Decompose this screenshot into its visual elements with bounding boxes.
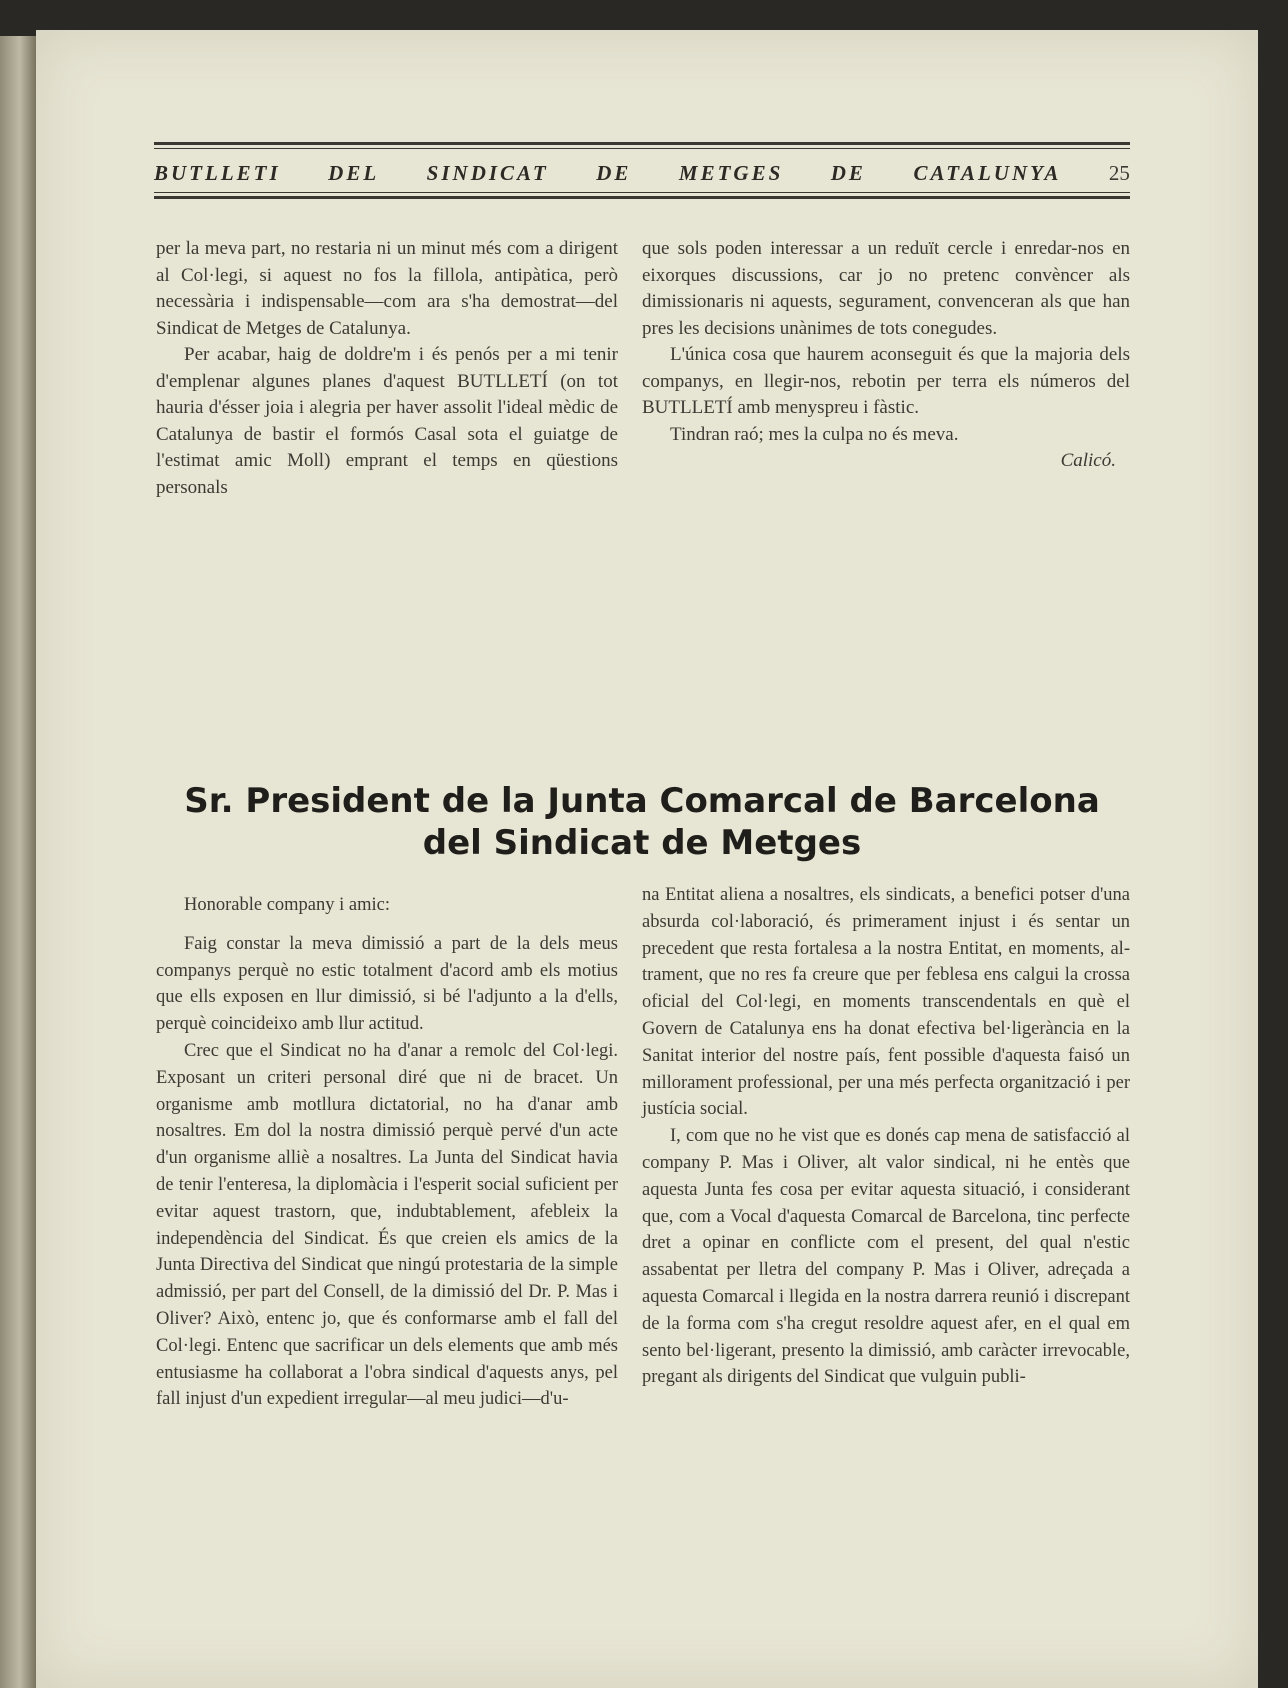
signature: Calicó. [1060,450,1116,471]
header-word: DE [830,160,866,185]
page-number: 25 [1108,160,1130,185]
header-rule-top [154,142,1130,145]
letter-right-column [642,882,1130,1391]
paragraph: per la meva part, no restaria ni un minut més com a dirigent al Col·legi, si aquest no fos la fillola, antipàtica, però necessària i indispensable—com ara s'ha demostrat—del Sindicat de Metges de Catalunya. [156,238,618,339]
top-article-left-column [156,236,618,501]
paragraph: que sols poden interessar a un reduït cercle i enredar-nos en eixorques discussions, car jo no pretenc convèncer als dimissionaris ni aquests, segurament, convenceran als que han pres les decisions unànimes de tots conegudes. [642,238,1130,339]
article-title-line: Sr. President de la Junta Comarcal de Barcelona [184,781,1100,821]
header-word: DEL [328,160,380,185]
header-word: BUTLLETI [154,160,281,185]
paragraph: na Entitat aliena a nosaltres, els sindicats, a benefici potser d'una absurda col·laboració, és primerament injust i és sentar un precedent que resta fortalesa a la nostra Entitat, en moments, altrament, que no res fa creure que per feblesa ens calgui la crossa oficial del Col·legi, en moments transcendentals en què el Govern de Catalunya ens ha donat efectiva bel·ligerància en la Sanitat interior del nostre país, fent possible d'aquesta faisó un millorament professional, per una més perfecta organització i per justícia social. [642,885,1130,1120]
running-header [154,158,1130,188]
header-word: CATALUNYA [913,160,1062,185]
article-title [154,780,1130,864]
paragraph: L'única cosa que haurem aconseguit és que la majoria dels companys, en llegir-nos, rebotin per terra els números del BUTLLETÍ amb menyspreu i fàstic. [642,344,1130,418]
paragraph: Per acabar, haig de doldre'm i és penós per a mi tenir d'emplenar algunes planes d'aquest BUTLLETÍ (on tot hauria d'ésser joia i alegria per haver assolit l'ideal mèdic de Catalunya de bastir el formós Casal sota el guiatge de l'estimat amic Moll) emprant el temps en qüestions personals [156,344,618,498]
header-word: METGES [678,160,784,185]
salutation: Honorable company i amic: [184,895,391,915]
paragraph: Faig constar la meva dimissió a part de la dels meus companys perquè no estic totalment d'acord amb els motius que ells exposen en llur dimissió, si bé l'adjunto a la d'ells, perquè coincideixo amb llur actitud. [156,933,618,1035]
article-title-line: del Sindicat de Metges [422,823,862,863]
paragraph: I, com que no he vist que es donés cap mena de satisfacció al company P. Mas i Oliver, alt valor sindical, ni he entès que aquesta Junta fes cosa per evitar aquesta situació, i considerant que, com a Vocal d'aquesta Comarcal de Barcelona, tinc perfecte dret a opinar en conflicte com el present, del qual n'estic assabentat per lletra del company P. Mas i Oliver, adreçada a aquesta Comarcal i llegida en la nostra darrera reunió i discrepant de la forma com s'ha cregut resoldre aquest afer, en el qual em sento bel·ligerant, presento la dimissió, amb caràcter irrevocable, pregant als dirigents del Sindicat que vulguin publi- [642,1126,1130,1388]
top-article-right-column [642,236,1130,475]
header-rule-bottom-thin [154,192,1130,193]
header-word: DE [596,160,632,185]
adjacent-page-edge [0,36,36,1688]
header-word: SINDICAT [426,160,549,185]
header-rule-bottom [154,196,1130,199]
paragraph: Tindran raó; mes la culpa no és meva. [670,423,959,445]
paragraph: Crec que el Sindicat no ha d'anar a remolc del Col·legi. Exposant un criteri personal diré que ni de bracet. Un organisme amb motllura dictatorial, no ha d'anar amb nosaltres. Em dol la nostra dimissió perquè pervé d'un acte d'un organisme alliè a nosaltres. La Junta del Sindicat havia de tenir l'enteresa, la diplomàcia i l'esperit social suficient per evitar aquest trastorn, que, indubtablement, afebleix la independència del Sindicat. És que creien els amics de la Junta Directiva del Sindicat que ningú protestaria de la simple admissió, per part del Consell, de la dimissió del Dr. P. Mas i Oliver? Això, entenc jo, que és conformarse amb el fall del Col·legi. Entenc que sacrificar un dels elements que amb més entusiasme ha collaborat a l'obra sindical d'aquests anys, pel fall injust d'un expedient irregular—al meu judici—d'u- [156,1040,618,1410]
letter-left-column [156,892,618,1413]
header-rule-top-thin [154,148,1130,149]
journal-page [36,30,1258,1688]
